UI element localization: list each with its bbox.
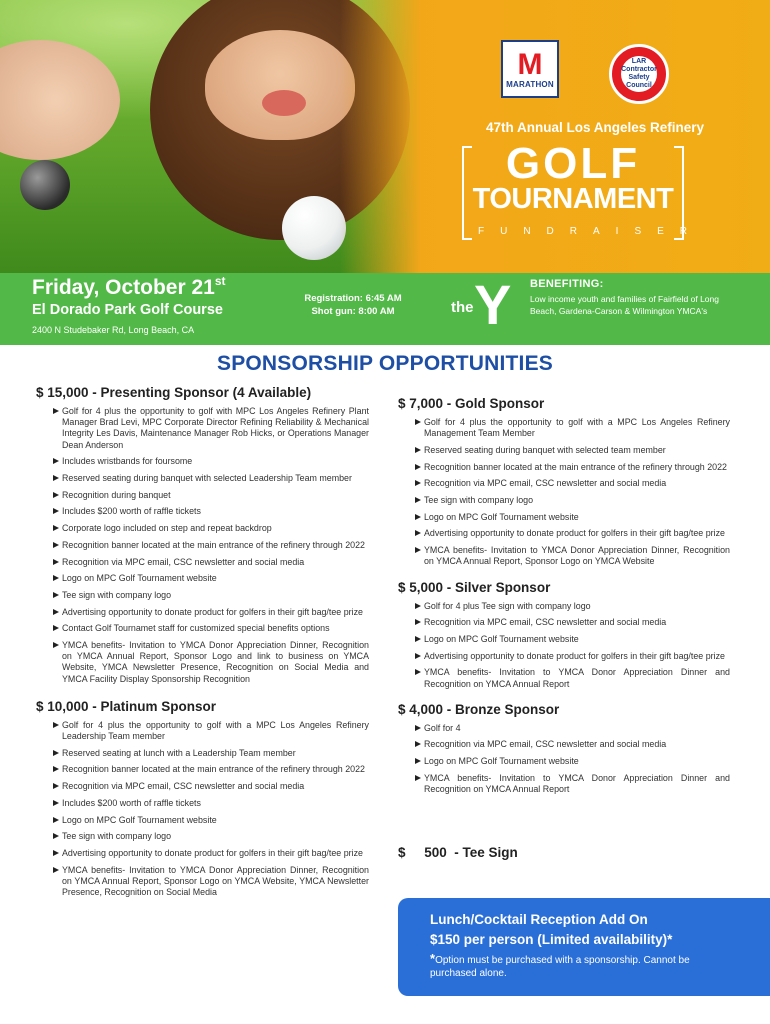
benefit-text: Tee sign with company logo bbox=[424, 495, 534, 506]
benefit-item bbox=[398, 617, 730, 628]
add-on-box bbox=[398, 898, 770, 996]
benefit-item bbox=[36, 623, 369, 634]
benefit-item bbox=[36, 607, 369, 618]
bullet-triangle-icon bbox=[53, 817, 59, 823]
benefit-item bbox=[36, 590, 369, 601]
event-date bbox=[32, 276, 226, 300]
benefit-item bbox=[398, 667, 730, 689]
benefit-list bbox=[398, 417, 730, 568]
add-on-note-text: Option must be purchased with a sponsorship. Cannot be purchased alone. bbox=[430, 955, 690, 979]
benefit-text: Reserved seating at lunch with a Leadership Team member bbox=[62, 747, 296, 758]
benefit-text: Recognition banner located at the main entrance of the refinery through 2022 bbox=[424, 461, 727, 472]
bullet-triangle-icon bbox=[53, 800, 59, 806]
event-title: 47th Annual Los Angeles Refinery bbox=[485, 120, 705, 135]
benefit-text: Tee sign with company logo bbox=[62, 589, 172, 600]
tier-title: $ 4,000 - Bronze Sponsor bbox=[398, 701, 560, 717]
sponsor-tier-presenting bbox=[36, 385, 369, 685]
golf-tournament-title bbox=[462, 139, 704, 242]
sponsorship-heading: SPONSORSHIP OPPORTUNITIES bbox=[216, 352, 553, 375]
benefit-text: Tee sign with company logo bbox=[62, 831, 172, 842]
bullet-triangle-icon bbox=[415, 653, 421, 659]
bullet-triangle-icon bbox=[53, 722, 59, 728]
photo-child-face bbox=[205, 30, 355, 140]
bullet-triangle-icon bbox=[53, 408, 59, 414]
bullet-triangle-icon bbox=[415, 497, 421, 503]
sponsor-tier-platinum bbox=[36, 699, 369, 898]
hero-photo bbox=[0, 0, 420, 273]
benefit-item bbox=[36, 640, 369, 685]
bullet-triangle-icon bbox=[53, 850, 59, 856]
benefit-item bbox=[36, 798, 369, 809]
benefit-list bbox=[398, 601, 730, 690]
bullet-triangle-icon bbox=[53, 458, 59, 464]
benefit-text: Recognition via MPC email, CSC newsletter and social media bbox=[424, 617, 667, 628]
benefit-text: YMCA benefits- Invitation to YMCA Donor Appreciation Dinner and Recognition on YMCA Annual Report bbox=[424, 667, 730, 689]
benefit-item bbox=[36, 831, 369, 842]
benefit-text: Advertising opportunity to donate product for golfers in their gift bag/tee prize bbox=[424, 650, 725, 661]
benefit-item bbox=[398, 739, 730, 750]
bullet-triangle-icon bbox=[415, 669, 421, 675]
bullet-triangle-icon bbox=[53, 508, 59, 514]
tier-title: $ 10,000 - Platinum Sponsor bbox=[36, 698, 217, 714]
benefit-text: Advertising opportunity to donate product for golfers in their gift bag/tee prize bbox=[424, 528, 725, 539]
benefit-item bbox=[36, 764, 369, 775]
ymca-logo bbox=[448, 273, 524, 341]
benefit-item bbox=[36, 720, 369, 742]
tournament-word: TOURNAMENT bbox=[472, 183, 674, 215]
benefit-text: Logo on MPC Golf Tournament website bbox=[424, 756, 579, 767]
benefit-text: Logo on MPC Golf Tournament website bbox=[424, 511, 579, 522]
tier-title: $ 5,000 - Silver Sponsor bbox=[398, 579, 551, 595]
bullet-triangle-icon bbox=[53, 750, 59, 756]
ymca-logo-the: the bbox=[451, 299, 474, 316]
bullet-triangle-icon bbox=[415, 636, 421, 642]
bullet-triangle-icon bbox=[53, 492, 59, 498]
benefit-item bbox=[398, 445, 730, 456]
benefit-text: YMCA benefits- Invitation to YMCA Donor Appreciation Dinner, Recognition on YMCA Annual Report, Sponsor Logo on YMCA Website bbox=[424, 545, 730, 567]
golf-ball-image bbox=[282, 196, 346, 260]
bullet-triangle-icon bbox=[53, 575, 59, 581]
bullet-triangle-icon bbox=[53, 525, 59, 531]
benefit-item bbox=[398, 756, 730, 767]
benefit-list bbox=[398, 723, 730, 796]
lar-logo-line: Safety bbox=[628, 74, 650, 81]
benefit-text: Golf for 4 plus the opportunity to golf with a MPC Los Angeles Refinery Management Team Member bbox=[424, 417, 730, 439]
benefit-text: Logo on MPC Golf Tournament website bbox=[62, 814, 217, 825]
benefit-item bbox=[36, 748, 369, 759]
bullet-triangle-icon bbox=[415, 775, 421, 781]
benefit-list bbox=[36, 720, 369, 898]
golf-word: GOLF bbox=[505, 139, 641, 188]
sponsor-tier-gold bbox=[398, 396, 730, 568]
marathon-logo-text: MARATHON bbox=[506, 79, 554, 89]
benefit-text: Logo on MPC Golf Tournament website bbox=[62, 573, 217, 584]
sponsor-column-right bbox=[398, 396, 730, 912]
shotgun-time: Shot gun: 8:00 AM bbox=[311, 306, 395, 317]
event-venue: El Dorado Park Golf Course bbox=[32, 302, 223, 318]
bullet-triangle-icon bbox=[415, 419, 421, 425]
benefit-text: Includes $200 worth of raffle tickets bbox=[62, 797, 201, 808]
benefit-item bbox=[36, 506, 369, 517]
benefit-item bbox=[36, 490, 369, 501]
benefit-text: Includes wristbands for foursome bbox=[62, 456, 193, 467]
benefit-text: YMCA benefits- Invitation to YMCA Donor Appreciation Dinner and Recognition on YMCA Annual Report bbox=[424, 772, 730, 795]
benefit-item bbox=[398, 545, 730, 567]
benefit-item bbox=[398, 495, 730, 506]
lar-logo-line: Council bbox=[626, 82, 652, 89]
benefit-item bbox=[398, 512, 730, 523]
tier-title: $ 500 - Tee Sign bbox=[398, 845, 518, 861]
benefit-text: Recognition via MPC email, CSC newsletter and social media bbox=[62, 781, 305, 792]
bullet-triangle-icon bbox=[53, 766, 59, 772]
bullet-triangle-icon bbox=[415, 603, 421, 609]
benefit-item bbox=[36, 456, 369, 467]
sponsor-tier-bronze bbox=[398, 702, 730, 796]
photo-dark-ball bbox=[20, 160, 70, 210]
benefit-item bbox=[398, 601, 730, 612]
bullet-triangle-icon bbox=[53, 592, 59, 598]
benefiting-title: BENEFITING: bbox=[530, 278, 604, 290]
bullet-triangle-icon bbox=[53, 867, 59, 873]
tier-title: $ 7,000 - Gold Sponsor bbox=[398, 396, 545, 411]
benefit-item bbox=[398, 478, 730, 489]
bullet-triangle-icon bbox=[53, 783, 59, 789]
add-on-note bbox=[430, 952, 710, 980]
benefit-item bbox=[36, 573, 369, 584]
benefit-text: Recognition banner located at the main entrance of the refinery through 2022 bbox=[62, 539, 365, 550]
benefit-text: Contact Golf Tournamet staff for customized special benefits options bbox=[62, 623, 330, 634]
bullet-triangle-icon bbox=[415, 447, 421, 453]
bullet-triangle-icon bbox=[53, 559, 59, 565]
sponsor-column-left bbox=[36, 385, 369, 908]
event-date-text: Friday, October 21 bbox=[32, 276, 215, 299]
benefit-text: YMCA benefits- Invitation to YMCA Donor Appreciation Dinner, Recognition on YMCA Annual Report, Sponsor Logo on YMCA Website, YMCA Newsletter Presence, Recognition on Social Media bbox=[62, 864, 369, 898]
photo-fade bbox=[340, 0, 420, 273]
marathon-logo bbox=[501, 40, 559, 98]
benefit-list bbox=[36, 406, 369, 685]
add-on-price: $150 per person (Limited availability)* bbox=[430, 932, 673, 947]
benefit-item bbox=[36, 848, 369, 859]
bullet-triangle-icon bbox=[53, 609, 59, 615]
registration-time: Registration: 6:45 AM bbox=[304, 293, 402, 304]
bullet-triangle-icon bbox=[415, 514, 421, 520]
benefit-item bbox=[398, 462, 730, 473]
benefit-item bbox=[36, 540, 369, 551]
benefit-item bbox=[36, 523, 369, 534]
marathon-logo-letter: M bbox=[517, 47, 543, 81]
ymca-logo-y: Y bbox=[474, 273, 512, 336]
benefit-item bbox=[36, 473, 369, 484]
benefit-text: Corporate logo included on step and repeat backdrop bbox=[62, 523, 272, 534]
benefit-text: Advertising opportunity to donate product for golfers in their gift bag/tee prize bbox=[62, 606, 363, 617]
event-times bbox=[286, 292, 420, 318]
benefit-text: Advertising opportunity to donate product for golfers in their gift bag/tee prize bbox=[62, 847, 363, 858]
benefit-text: Reserved seating during banquet with selected Leadership Team member bbox=[62, 473, 352, 484]
benefit-text: Golf for 4 plus the opportunity to golf with a MPC Los Angeles Refinery Leadership Team member bbox=[62, 719, 369, 742]
lar-logo-line: LAR bbox=[631, 58, 647, 65]
bullet-triangle-icon bbox=[415, 619, 421, 625]
bullet-triangle-icon bbox=[53, 542, 59, 548]
benefit-item bbox=[398, 634, 730, 645]
benefit-item bbox=[398, 723, 730, 734]
bullet-triangle-icon bbox=[53, 625, 59, 631]
benefit-item bbox=[398, 651, 730, 662]
fundraiser-word: FUNDRAISER bbox=[478, 226, 704, 237]
benefit-text: YMCA benefits- Invitation to YMCA Donor Appreciation Dinner, Recognition on YMCA Annual Report, Sponsor Logo and link to business on YMCA Website, YMCA Newsletter Presence, Recognition on Social Media and YMCA Facility Display Sponsorship Recognition bbox=[62, 640, 369, 684]
benefit-text: Recognition banner located at the main entrance of the refinery through 2022 bbox=[62, 764, 365, 775]
benefit-text: Golf for 4 plus the opportunity to golf with MPC Los Angeles Refinery Plant Manager Brad Levi, MPC Corporate Director Refining Reliability & Mechanical Integrity Les Davis, Maintenance Manager Rob Hicks, or Operations Manager Dean Anderson bbox=[62, 406, 369, 450]
lar-logo-line: Contractor bbox=[621, 66, 657, 73]
bullet-triangle-icon bbox=[53, 475, 59, 481]
bullet-triangle-icon bbox=[415, 758, 421, 764]
benefit-text: Recognition via MPC email, CSC newsletter and social media bbox=[62, 556, 305, 567]
bullet-triangle-icon bbox=[53, 642, 59, 648]
benefit-text: Includes $200 worth of raffle tickets bbox=[62, 506, 201, 517]
benefit-text: Golf for 4 bbox=[424, 722, 461, 733]
sponsor-tier-tee-sign bbox=[398, 809, 730, 902]
benefit-text: Logo on MPC Golf Tournament website bbox=[424, 633, 579, 644]
benefit-item bbox=[36, 865, 369, 899]
add-on-asterisk: * bbox=[430, 951, 436, 966]
sponsor-tier-silver bbox=[398, 580, 730, 690]
benefit-item bbox=[398, 528, 730, 539]
benefiting-text: Low income youth and families of Fairfield of Long Beach, Gardena-Carson & Wilmington YMCA's bbox=[530, 294, 719, 316]
bullet-triangle-icon bbox=[415, 725, 421, 731]
add-on-title: Lunch/Cocktail Reception Add On bbox=[430, 912, 648, 927]
lar-safety-council-logo bbox=[609, 44, 669, 104]
photo-child-lips bbox=[262, 90, 306, 116]
event-address: 2400 N Studebaker Rd, Long Beach, CA bbox=[32, 325, 195, 335]
event-info-band bbox=[0, 273, 770, 345]
bullet-triangle-icon bbox=[415, 547, 421, 553]
benefit-text: Recognition via MPC email, CSC newsletter and social media bbox=[424, 739, 667, 750]
benefit-item bbox=[398, 773, 730, 795]
hero-banner bbox=[0, 0, 770, 273]
benefit-item bbox=[36, 781, 369, 792]
benefit-item bbox=[36, 557, 369, 568]
benefit-text: Recognition via MPC email, CSC newsletter and social media bbox=[424, 478, 667, 489]
lar-logo-inner bbox=[621, 56, 657, 92]
benefit-item bbox=[36, 815, 369, 826]
benefit-text: Reserved seating during banquet with selected team member bbox=[424, 444, 666, 455]
bullet-triangle-icon bbox=[415, 480, 421, 486]
bullet-triangle-icon bbox=[53, 833, 59, 839]
bullet-triangle-icon bbox=[415, 464, 421, 470]
benefit-text: Recognition during banquet bbox=[62, 489, 171, 500]
tier-title: $ 15,000 - Presenting Sponsor (4 Available) bbox=[36, 385, 312, 400]
benefit-item bbox=[36, 406, 369, 451]
bullet-triangle-icon bbox=[415, 741, 421, 747]
benefit-item bbox=[398, 417, 730, 439]
benefit-text: Golf for 4 plus Tee sign with company logo bbox=[424, 600, 591, 611]
event-date-suffix: st bbox=[214, 274, 226, 288]
bullet-triangle-icon bbox=[415, 530, 421, 536]
